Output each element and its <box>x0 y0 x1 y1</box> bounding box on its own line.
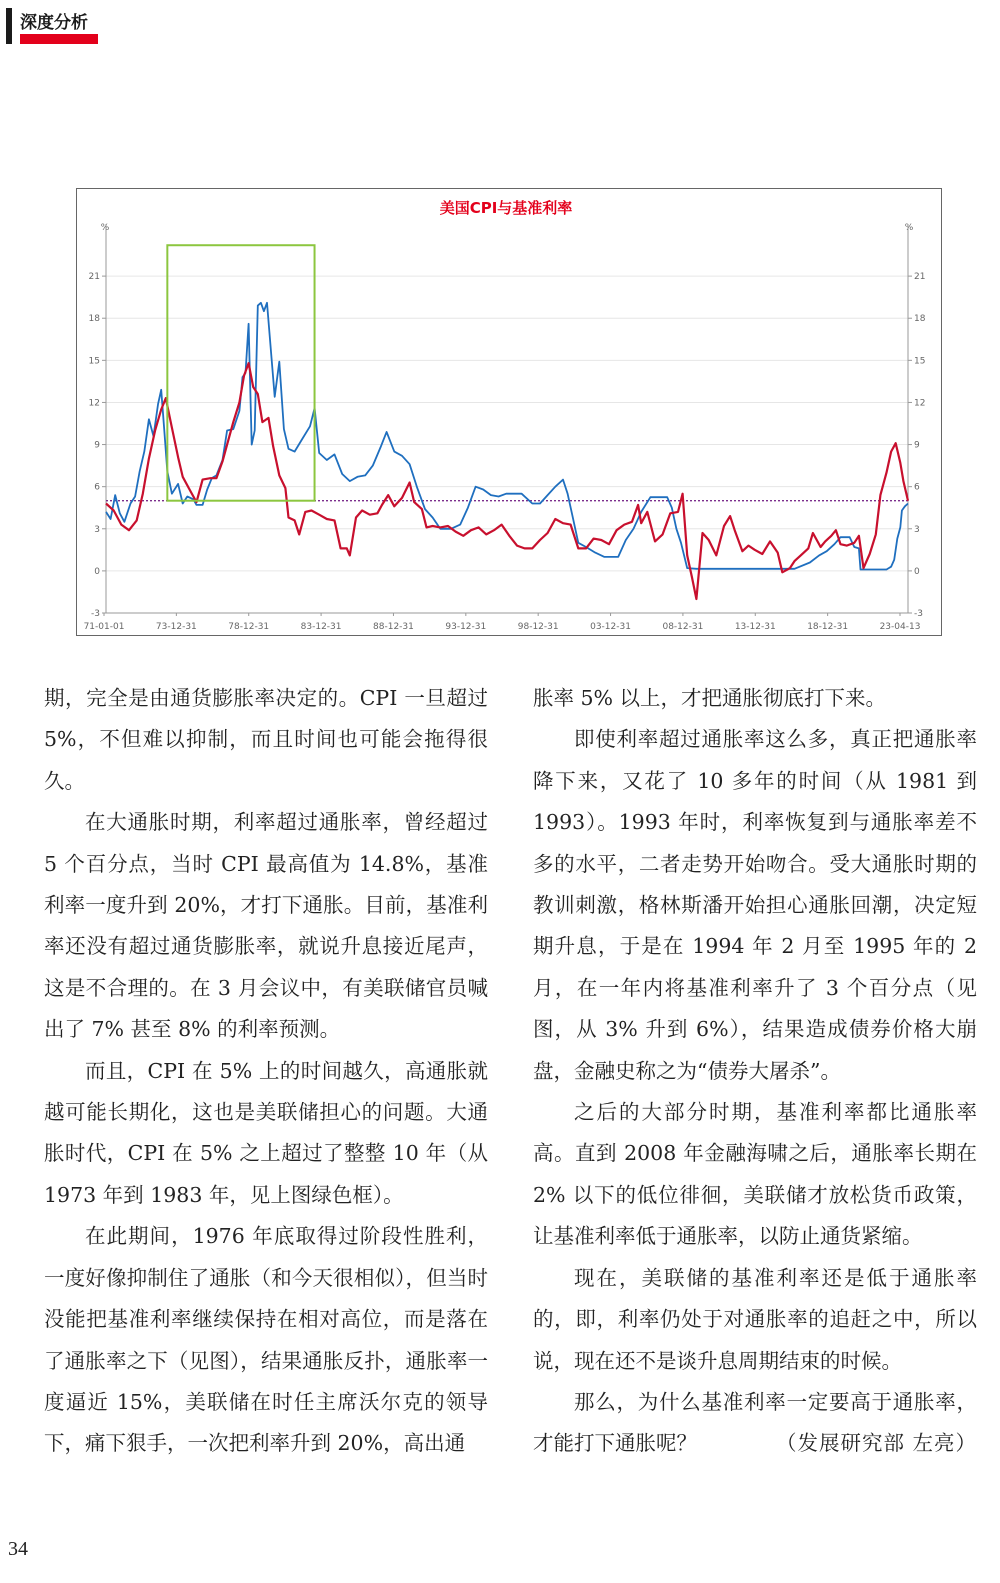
y-tick-label-left: 0 <box>94 566 100 577</box>
y-tick-label-left: 18 <box>88 314 100 325</box>
header-red-bar <box>20 34 98 44</box>
y-tick-label-right: 3 <box>914 524 920 535</box>
x-tick-label: 13-12-31 <box>734 622 776 632</box>
y-tick-label-right: 18 <box>914 314 926 325</box>
y-tick-label-left: 12 <box>88 398 100 409</box>
x-tick-label: 78-12-31 <box>228 622 270 632</box>
y-tick-label-left: -3 <box>91 609 100 619</box>
paragraph: 即使利率超过通胀率这么多，真正把通胀率降下来，又花了 10 多年的时间（从 1981 到 1993）。1993 年时，利率恢复到与通胀率差不多的水平，二者走势开始吻合。受大通胀时期的教训刺激，格林斯潘开始担心通胀回潮，决定短期升息，于是在 1994 年 2 月至 1995 年的 2 月，在一年内将基准利率升了 3 个百分点（见图，从 3% 升到 6%），结果造成债券价格大崩盘，金融史称之为“债券大屠杀”。 <box>533 727 977 1083</box>
rate-line <box>106 303 908 570</box>
x-tick-label: 93-12-31 <box>445 622 487 632</box>
y-tick-label-left: 9 <box>94 440 100 451</box>
right-column <box>533 678 977 1465</box>
series <box>106 245 908 599</box>
y-unit-left: % <box>100 223 110 233</box>
paragraph-last <box>533 1382 977 1465</box>
x-tick-label: 18-12-31 <box>807 622 849 632</box>
cpi-rate-chart <box>76 188 942 636</box>
section-header <box>6 6 106 46</box>
paragraph: 之后的大部分时期，基准利率都比通胀率高。直到 2008 年金融海啸之后，通胀率长期在 2% 以下的低位徘徊，美联储才放松货币政策，让基准利率低于通胀率，以防止通货紧缩。 <box>533 1100 977 1249</box>
y-tick-label-right: 15 <box>914 356 926 367</box>
page-number: 34 <box>8 1538 28 1560</box>
x-tick-label: 73-12-31 <box>155 622 197 632</box>
x-tick-label: 83-12-31 <box>300 622 342 632</box>
x-tick-label: 23-04-13 <box>879 622 921 632</box>
paragraph: 期，完全是由通货膨胀率决定的。CPI 一旦超过 5%，不但难以抑制，而且时间也可能会拖得很久。 <box>44 686 488 793</box>
x-tick-label: 88-12-31 <box>373 622 414 632</box>
y-tick-label-left: 15 <box>88 356 100 367</box>
x-tick-label: 98-12-31 <box>517 622 559 632</box>
highlight-box <box>167 245 314 500</box>
y-tick-label-right: 6 <box>914 482 920 493</box>
chart-svg <box>77 189 943 637</box>
paragraph: 在此期间，1976 年底取得过阶段性胜利，一度好像抑制住了通胀（和今天很相似），但当时没能把基准利率继续保持在相对高位，而是落在了通胀率之下（见图），结果通胀反扑，通胀率一度逼近 15%，美联储在时任主席沃尔克的领导下，痛下狠手，一次把利率升到 20%，高出通 <box>44 1224 488 1456</box>
paragraph: 而且，CPI 在 5% 上的时间越久，高通胀就越可能长期化，这也是美联储担心的问题。大通胀时代，CPI 在 5% 之上超过了整整 10 年（从 1973 年到 1983 年，见上图绿色框）。 <box>44 1058 488 1207</box>
cpi-line <box>106 363 908 599</box>
left-column <box>44 678 488 1465</box>
y-tick-label-left: 21 <box>88 272 100 283</box>
y-tick-label-right: 9 <box>914 440 920 451</box>
y-unit-right: % <box>904 223 914 233</box>
y-tick-label-right: 12 <box>914 398 926 409</box>
y-tick-label-right: 0 <box>914 566 920 577</box>
y-tick-label-left: 3 <box>94 524 100 535</box>
x-tick-label: 03-12-31 <box>590 622 631 632</box>
chart-title: 美国CPI与基准利率 <box>439 199 573 217</box>
paragraph: 在大通胀时期，利率超过通胀率，曾经超过 5 个百分点，当时 CPI 最高值为 14.8%，基准利率一度升到 20%，才打下通胀。目前，基准利率还没有超过通货膨胀率，就说升息接近尾声，这是不合理的。在 3 月会议中，有美联储官员喊出了 7% 甚至 8% 的利率预测。 <box>44 810 488 1042</box>
header-black-bar <box>6 8 12 44</box>
y-tick-label-right: 21 <box>914 272 926 283</box>
closing-question: 那么，为什么基准利率一定要高于通胀率，才能打下通胀呢？ <box>533 1389 977 1456</box>
author-signature: （发展研究部 左亮） <box>775 1431 977 1456</box>
section-title: 深度分析 <box>20 13 88 33</box>
paragraph: 胀率 5% 以上，才把通胀彻底打下来。 <box>533 686 887 710</box>
x-tick-label: 71-01-01 <box>83 622 125 632</box>
x-tick-label: 08-12-31 <box>662 622 704 632</box>
paragraph: 现在，美联储的基准利率还是低于通胀率的，即，利率仍处于对通胀率的追赶之中，所以说，现在还不是谈升息周期结束的时候。 <box>533 1265 977 1373</box>
y-tick-label-right: -3 <box>914 609 923 619</box>
y-tick-label-left: 6 <box>94 482 100 493</box>
